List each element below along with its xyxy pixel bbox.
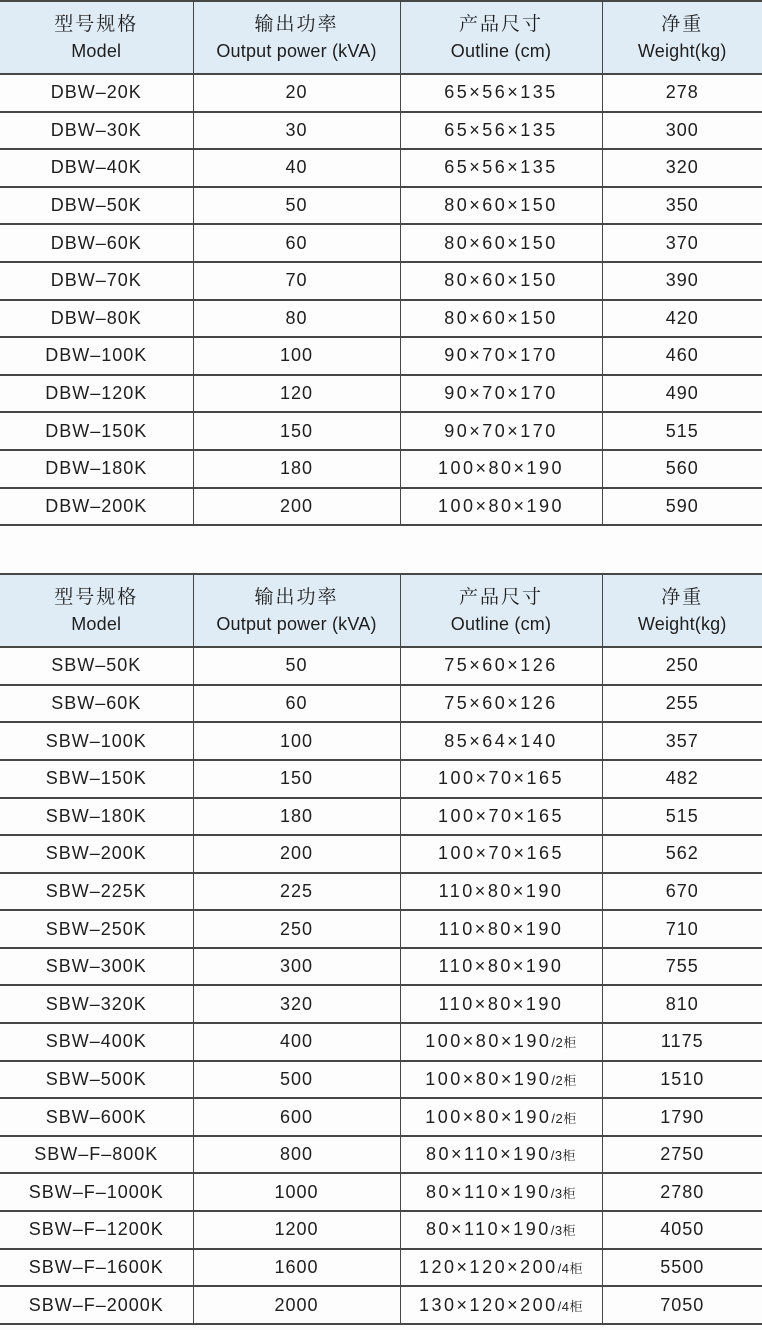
col-header-output-power: [193, 1, 400, 74]
outline-cell: [400, 488, 602, 526]
weight-cell: 710: [602, 910, 762, 948]
col-header-model: [0, 1, 193, 74]
col-header-outline: [400, 1, 602, 74]
outline-dimensions: 80×60×150: [444, 270, 558, 291]
weight-cell: 370: [602, 224, 762, 262]
table-row: [0, 412, 762, 450]
power-cell: 1600: [193, 1249, 400, 1287]
weight-cell: 320: [602, 149, 762, 187]
model-cell: SBW–100K: [0, 722, 193, 760]
weight-cell: 1510: [602, 1061, 762, 1099]
outline-cell: [400, 149, 602, 187]
power-cell: 20: [193, 74, 400, 112]
sbw-spec-table: [0, 573, 762, 1325]
outline-dimensions: 100×70×165: [437, 805, 565, 826]
outline-cabinet-note: /3柜: [550, 1185, 577, 1201]
outline-cell: [400, 722, 602, 760]
col-header-model-en: Model: [71, 40, 122, 61]
outline-dimensions: 80×110×190: [425, 1219, 551, 1240]
model-cell: DBW–120K: [0, 375, 193, 413]
weight-cell: 1175: [602, 1023, 762, 1061]
power-cell: 2000: [193, 1286, 400, 1324]
power-cell: 800: [193, 1136, 400, 1174]
power-cell: 300: [193, 948, 400, 986]
table-row: [0, 835, 762, 873]
model-cell: SBW–400K: [0, 1023, 193, 1061]
outline-dimensions: 110×80×190: [438, 918, 564, 939]
model-cell: SBW–200K: [0, 835, 193, 873]
weight-cell: 810: [602, 985, 762, 1023]
table-row: [0, 450, 762, 488]
outline-cell: [400, 760, 602, 798]
weight-cell: 357: [602, 722, 762, 760]
model-cell: SBW–225K: [0, 873, 193, 911]
power-cell: 250: [193, 910, 400, 948]
model-cell: SBW–F–1000K: [0, 1173, 193, 1211]
weight-cell: 515: [602, 798, 762, 836]
table-row: [0, 760, 762, 798]
model-cell: SBW–50K: [0, 647, 193, 685]
table-row: [0, 722, 762, 760]
weight-cell: 7050: [602, 1286, 762, 1324]
power-cell: 150: [193, 760, 400, 798]
power-cell: 120: [193, 375, 400, 413]
power-cell: 40: [193, 149, 400, 187]
weight-cell: 2780: [602, 1173, 762, 1211]
table-row: [0, 375, 762, 413]
outline-cell: [400, 375, 602, 413]
col-header-weight-en: Weight(kg): [637, 40, 727, 61]
outline-cell: [400, 835, 602, 873]
outline-cell: [400, 450, 602, 488]
outline-dimensions: 90×70×170: [444, 420, 558, 441]
col-header-outline-en: Outline (cm): [450, 40, 552, 61]
power-cell: 100: [193, 337, 400, 375]
outline-cell: [400, 1098, 602, 1136]
col-header-weight: [602, 574, 762, 647]
col-header-model-zh: 型号规格: [54, 13, 139, 35]
power-cell: 50: [193, 187, 400, 225]
outline-cabinet-note: /4柜: [557, 1260, 583, 1276]
outline-cabinet-note: /2柜: [551, 1110, 577, 1126]
weight-cell: 460: [602, 337, 762, 375]
model-cell: DBW–40K: [0, 149, 193, 187]
outline-cell: [400, 873, 602, 911]
table-row: [0, 224, 762, 262]
outline-cell: [400, 1249, 602, 1287]
weight-cell: 4050: [602, 1211, 762, 1249]
table-row: [0, 488, 762, 526]
table-row: [0, 74, 762, 112]
power-cell: 400: [193, 1023, 400, 1061]
outline-dimensions: 65×56×135: [444, 157, 558, 178]
table-row: [0, 685, 762, 723]
col-header-weight-en: Weight(kg): [637, 613, 727, 634]
outline-dimensions: 100×80×190: [425, 1031, 552, 1052]
col-header-weight-zh: 净重: [661, 13, 704, 35]
table-row: [0, 798, 762, 836]
outline-cabinet-note: /2柜: [551, 1072, 577, 1088]
table-row: [0, 1249, 762, 1287]
outline-dimensions: 100×80×190: [425, 1068, 552, 1089]
table-row: [0, 337, 762, 375]
outline-cell: [400, 685, 602, 723]
outline-cabinet-note: /4柜: [557, 1298, 583, 1314]
power-cell: 320: [193, 985, 400, 1023]
outline-cell: [400, 1173, 602, 1211]
dbw-header-row: [0, 1, 762, 74]
outline-dimensions: 120×120×200: [419, 1256, 558, 1277]
weight-cell: 5500: [602, 1249, 762, 1287]
outline-cell: [400, 948, 602, 986]
table-row: [0, 149, 762, 187]
model-cell: DBW–20K: [0, 74, 193, 112]
model-cell: SBW–F–800K: [0, 1136, 193, 1174]
outline-cell: [400, 910, 602, 948]
outline-cell: [400, 412, 602, 450]
outline-dimensions: 75×60×126: [444, 655, 558, 676]
power-cell: 200: [193, 835, 400, 873]
outline-dimensions: 80×110×190: [425, 1144, 551, 1165]
weight-cell: 255: [602, 685, 762, 723]
power-cell: 30: [193, 112, 400, 150]
col-header-model: [0, 574, 193, 647]
outline-cell: [400, 337, 602, 375]
weight-cell: 390: [602, 262, 762, 300]
outline-dimensions: 100×80×190: [425, 1106, 552, 1127]
table-row: [0, 1211, 762, 1249]
outline-dimensions: 75×60×126: [444, 693, 558, 714]
table-row: [0, 1173, 762, 1211]
weight-cell: 250: [602, 647, 762, 685]
table-row: [0, 1061, 762, 1099]
table-row: [0, 910, 762, 948]
col-header-model-en: Model: [71, 613, 122, 634]
power-cell: 500: [193, 1061, 400, 1099]
weight-cell: 278: [602, 74, 762, 112]
outline-dimensions: 65×56×135: [444, 119, 558, 140]
table-row: [0, 647, 762, 685]
table-row: [0, 1098, 762, 1136]
model-cell: DBW–150K: [0, 412, 193, 450]
model-cell: SBW–250K: [0, 910, 193, 948]
sbw-header-row: [0, 574, 762, 647]
outline-dimensions: 100×80×190: [437, 458, 565, 479]
model-cell: DBW–50K: [0, 187, 193, 225]
table-row: [0, 873, 762, 911]
outline-dimensions: 130×120×200: [419, 1294, 558, 1315]
table-row: [0, 1023, 762, 1061]
power-cell: 1200: [193, 1211, 400, 1249]
model-cell: DBW–60K: [0, 224, 193, 262]
col-header-outline-zh: 产品尺寸: [458, 586, 543, 608]
power-cell: 60: [193, 224, 400, 262]
table-row: [0, 985, 762, 1023]
outline-cabinet-note: /3柜: [550, 1148, 577, 1164]
model-cell: DBW–70K: [0, 262, 193, 300]
outline-cell: [400, 1211, 602, 1249]
outline-dimensions: 65×56×135: [444, 82, 558, 103]
model-cell: SBW–60K: [0, 685, 193, 723]
weight-cell: 420: [602, 300, 762, 338]
weight-cell: 560: [602, 450, 762, 488]
power-cell: 60: [193, 685, 400, 723]
table-row: [0, 187, 762, 225]
power-cell: 180: [193, 450, 400, 488]
weight-cell: 562: [602, 835, 762, 873]
model-cell: SBW–F–1600K: [0, 1249, 193, 1287]
outline-cabinet-note: /2柜: [551, 1035, 577, 1051]
power-cell: 1000: [193, 1173, 400, 1211]
power-cell: 200: [193, 488, 400, 526]
outline-dimensions: 85×64×140: [444, 730, 558, 751]
power-cell: 100: [193, 722, 400, 760]
model-cell: DBW–100K: [0, 337, 193, 375]
table-row: [0, 1136, 762, 1174]
model-cell: DBW–180K: [0, 450, 193, 488]
col-header-output-power: [193, 574, 400, 647]
outline-cell: [400, 1023, 602, 1061]
outline-dimensions: 90×70×170: [444, 383, 558, 404]
power-cell: 50: [193, 647, 400, 685]
table-row: [0, 112, 762, 150]
weight-cell: 670: [602, 873, 762, 911]
outline-cell: [400, 262, 602, 300]
outline-dimensions: 90×70×170: [444, 345, 558, 366]
model-cell: SBW–600K: [0, 1098, 193, 1136]
outline-dimensions: 80×60×150: [444, 195, 558, 216]
model-cell: DBW–200K: [0, 488, 193, 526]
outline-cell: [400, 300, 602, 338]
outline-dimensions: 110×80×190: [438, 956, 564, 977]
outline-cell: [400, 112, 602, 150]
table-row: [0, 300, 762, 338]
power-cell: 150: [193, 412, 400, 450]
weight-cell: 1790: [602, 1098, 762, 1136]
col-header-outline-zh: 产品尺寸: [458, 13, 543, 35]
outline-cabinet-note: /3柜: [550, 1223, 577, 1239]
dbw-spec-table: [0, 0, 762, 526]
col-header-output-power-zh: 输出功率: [254, 586, 339, 608]
outline-cell: [400, 1136, 602, 1174]
outline-dimensions: 80×110×190: [425, 1181, 551, 1202]
weight-cell: 590: [602, 488, 762, 526]
weight-cell: 350: [602, 187, 762, 225]
model-cell: SBW–150K: [0, 760, 193, 798]
table-row: [0, 262, 762, 300]
weight-cell: 490: [602, 375, 762, 413]
weight-cell: 2750: [602, 1136, 762, 1174]
outline-dimensions: 80×60×150: [444, 232, 558, 253]
power-cell: 180: [193, 798, 400, 836]
col-header-weight: [602, 1, 762, 74]
outline-cell: [400, 985, 602, 1023]
table-row: [0, 948, 762, 986]
table-row: [0, 1286, 762, 1324]
weight-cell: 482: [602, 760, 762, 798]
col-header-model-zh: 型号规格: [54, 586, 139, 608]
outline-dimensions: 100×70×165: [437, 843, 565, 864]
model-cell: SBW–180K: [0, 798, 193, 836]
power-cell: 600: [193, 1098, 400, 1136]
col-header-outline-en: Outline (cm): [450, 613, 552, 634]
weight-cell: 300: [602, 112, 762, 150]
outline-cell: [400, 1061, 602, 1099]
outline-dimensions: 110×80×190: [438, 993, 564, 1014]
outline-cell: [400, 187, 602, 225]
outline-cell: [400, 647, 602, 685]
model-cell: SBW–320K: [0, 985, 193, 1023]
power-cell: 225: [193, 873, 400, 911]
outline-dimensions: 100×80×190: [437, 495, 565, 516]
power-cell: 80: [193, 300, 400, 338]
weight-cell: 755: [602, 948, 762, 986]
outline-dimensions: 110×80×190: [438, 880, 564, 901]
power-cell: 70: [193, 262, 400, 300]
outline-cell: [400, 798, 602, 836]
model-cell: DBW–80K: [0, 300, 193, 338]
weight-cell: 515: [602, 412, 762, 450]
table-gap: [0, 526, 762, 573]
model-cell: SBW–F–1200K: [0, 1211, 193, 1249]
col-header-output-power-en: Output power (kVA): [216, 40, 377, 61]
model-cell: DBW–30K: [0, 112, 193, 150]
outline-cell: [400, 74, 602, 112]
col-header-outline: [400, 574, 602, 647]
outline-cell: [400, 1286, 602, 1324]
model-cell: SBW–500K: [0, 1061, 193, 1099]
outline-dimensions: 100×70×165: [437, 768, 565, 789]
model-cell: SBW–F–2000K: [0, 1286, 193, 1324]
col-header-output-power-en: Output power (kVA): [216, 613, 377, 634]
model-cell: SBW–300K: [0, 948, 193, 986]
outline-dimensions: 80×60×150: [444, 307, 558, 328]
col-header-output-power-zh: 输出功率: [254, 13, 339, 35]
outline-cell: [400, 224, 602, 262]
col-header-weight-zh: 净重: [661, 586, 704, 608]
